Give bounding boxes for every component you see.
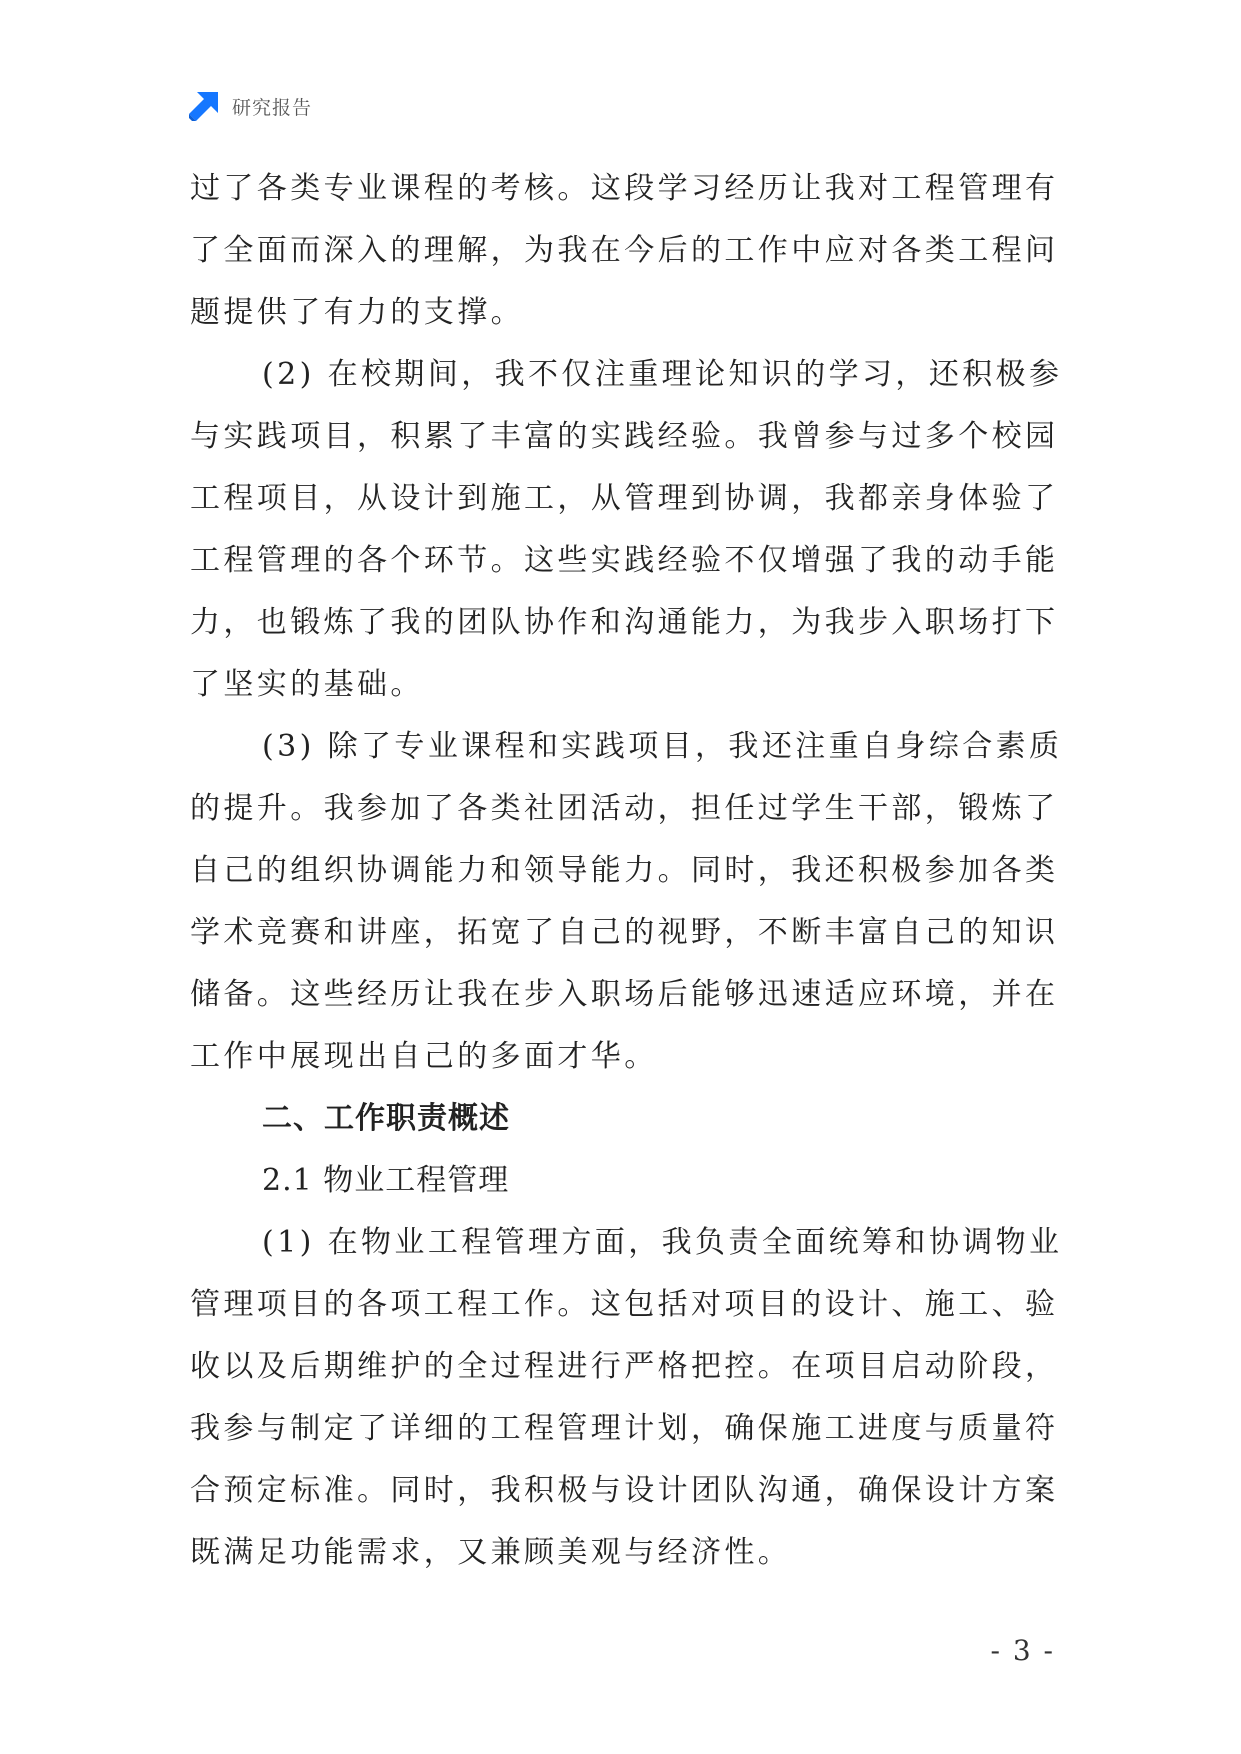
paragraph-line: 题提供了有力的支撑。 (190, 295, 524, 330)
paragraph-line: 与实践项目，积累了丰富的实践经验。我曾参与过多个校园 (190, 419, 1059, 454)
paragraph-line: (1) 在物业工程管理方面，我负责全面统筹和协调物业 (262, 1225, 1063, 1260)
paragraph-line: 储备。这些经历让我在步入职场后能够迅速适应环境，并在 (190, 977, 1059, 1012)
section-heading: 二、工作职责概述 (262, 1101, 510, 1136)
paragraph-line: 了全面而深入的理解，为我在今后的工作中应对各类工程问 (190, 233, 1059, 268)
paragraph-line: 学术竞赛和讲座，拓宽了自己的视野，不断丰富自己的知识 (190, 915, 1059, 950)
page-number: - 3 - (990, 1634, 1055, 1667)
paragraph-line: (3) 除了专业课程和实践项目，我还注重自身综合素质 (262, 729, 1063, 764)
paragraph-line: (2) 在校期间，我不仅注重理论知识的学习，还积极参 (262, 357, 1063, 392)
paragraph-line: 的提升。我参加了各类社团活动，担任过学生干部，锻炼了 (190, 791, 1059, 826)
header-title: 研究报告 (232, 96, 313, 119)
subsection-heading: 2.1 物业工程管理 (262, 1163, 510, 1198)
page-header (188, 90, 312, 122)
paragraph-line: 合预定标准。同时，我积极与设计团队沟通，确保设计方案 (190, 1473, 1059, 1508)
paragraph-line: 工程项目，从设计到施工，从管理到协调，我都亲身体验了 (190, 481, 1059, 516)
paragraph-line: 既满足功能需求，又兼顾美观与经济性。 (190, 1535, 792, 1570)
arrow-logo-icon (188, 90, 220, 122)
paragraph-line: 收以及后期维护的全过程进行严格把控。在项目启动阶段， (190, 1349, 1059, 1384)
paragraph-line: 工程管理的各个环节。这些实践经验不仅增强了我的动手能 (190, 543, 1059, 578)
paragraph-line: 管理项目的各项工程工作。这包括对项目的设计、施工、验 (190, 1287, 1059, 1322)
paragraph-line: 过了各类专业课程的考核。这段学习经历让我对工程管理有 (190, 171, 1059, 206)
paragraph-line: 力，也锻炼了我的团队协作和沟通能力，为我步入职场打下 (190, 605, 1059, 640)
paragraph-line: 自己的组织协调能力和领导能力。同时，我还积极参加各类 (190, 853, 1059, 888)
paragraph-line: 工作中展现出自己的多面才华。 (190, 1039, 658, 1074)
paragraph-line: 了坚实的基础。 (190, 667, 424, 702)
document-body (190, 158, 1063, 1584)
paragraph-line: 我参与制定了详细的工程管理计划，确保施工进度与质量符 (190, 1411, 1059, 1446)
